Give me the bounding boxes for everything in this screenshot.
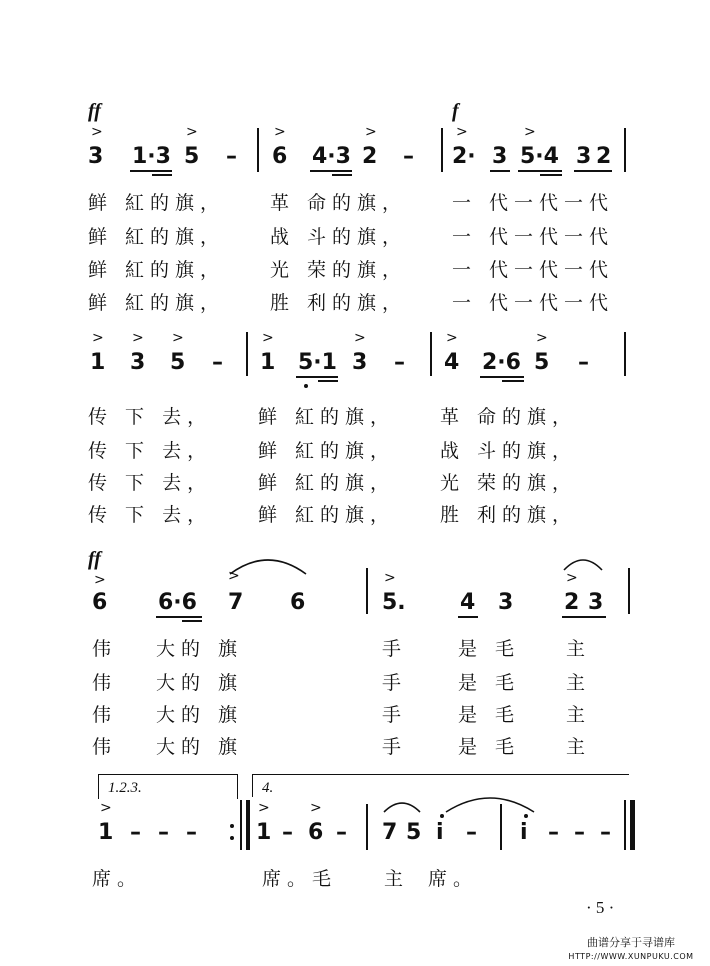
lyric: 席。毛 — [262, 868, 338, 890]
underline — [502, 380, 524, 382]
lyric: 战 斗的旗， — [440, 440, 578, 462]
accent-mark: > — [91, 124, 103, 140]
underline — [574, 170, 612, 172]
lyric: 传 下 去， — [88, 472, 213, 494]
note: – — [212, 350, 223, 375]
lyric: 传 下 去， — [88, 504, 213, 526]
note: 6 — [290, 590, 306, 615]
note: i — [520, 820, 528, 845]
underline — [152, 174, 172, 176]
accent-mark: > — [262, 330, 274, 346]
lyric: 主 — [566, 672, 592, 694]
underline — [490, 170, 510, 172]
slur — [382, 796, 422, 814]
lyric: 传 下 去， — [88, 440, 213, 462]
lyric: 大的 旗 — [156, 704, 244, 726]
note: 3 — [588, 590, 604, 615]
note: – — [574, 820, 585, 845]
lyric: 大的 旗 — [156, 638, 244, 660]
repeat-dot — [230, 824, 234, 828]
accent-mark: > — [228, 568, 240, 584]
note: 3 — [88, 144, 104, 169]
repeat-barline-thick — [246, 800, 250, 850]
note: 5·1 — [298, 350, 337, 375]
note: 2· — [452, 144, 476, 169]
lyric: 伟 — [92, 672, 118, 694]
lyric: 伟 — [92, 704, 118, 726]
lyric: 主 — [566, 736, 592, 758]
note: 4 — [444, 350, 460, 375]
lyric: 胜 利的旗， — [270, 292, 408, 314]
lyric: 革 命的旗， — [270, 192, 408, 214]
dynamic-marking: f — [452, 100, 459, 122]
barline — [430, 332, 432, 376]
note: 1 — [98, 820, 114, 845]
accent-mark: > — [310, 800, 322, 816]
note: i — [436, 820, 444, 845]
note: – — [403, 144, 414, 169]
underline — [156, 616, 202, 618]
barline — [624, 128, 626, 172]
accent-mark: > — [186, 124, 198, 140]
note: 4·3 — [312, 144, 351, 169]
accent-mark: > — [132, 330, 144, 346]
lyric: 鲜 紅的旗， — [258, 472, 396, 494]
barline — [628, 568, 630, 614]
lyric: 光 荣的旗， — [270, 259, 408, 281]
note: – — [186, 820, 197, 845]
watermark-title: 曲谱分享于寻谱库 — [587, 936, 675, 949]
accent-mark: > — [456, 124, 468, 140]
note: 3 — [130, 350, 146, 375]
note: 3 — [492, 144, 508, 169]
slur — [562, 552, 604, 572]
underline — [182, 620, 202, 622]
lyric: 主 — [566, 638, 592, 660]
accent-mark: > — [274, 124, 286, 140]
note: – — [578, 350, 589, 375]
note: – — [336, 820, 347, 845]
underline — [562, 616, 606, 618]
underline — [458, 616, 478, 618]
accent-mark: > — [524, 124, 536, 140]
note: 3 — [352, 350, 368, 375]
note: 7 — [228, 590, 244, 615]
accent-mark: > — [172, 330, 184, 346]
note: 3 — [498, 590, 514, 615]
lyric: 鲜 紅的旗， — [258, 504, 396, 526]
note: 5 — [184, 144, 200, 169]
second-ending-label: 4. — [262, 780, 274, 796]
note: – — [600, 820, 611, 845]
note: 1·3 — [132, 144, 171, 169]
barline — [500, 804, 502, 850]
lyric: 席。 — [428, 868, 479, 890]
barline — [257, 128, 259, 172]
note: – — [130, 820, 141, 845]
note: 6 — [272, 144, 288, 169]
lyric: 战 斗的旗， — [270, 226, 408, 248]
note: 5 — [534, 350, 550, 375]
tie — [444, 792, 536, 814]
note: – — [158, 820, 169, 845]
underline — [540, 174, 562, 176]
barline — [441, 128, 443, 172]
lyric: 革 命的旗， — [440, 406, 578, 428]
note: – — [226, 144, 237, 169]
lyric: 是 毛 — [458, 638, 521, 660]
lyric: 胜 利的旗， — [440, 504, 578, 526]
lyric: 大的 旗 — [156, 736, 244, 758]
watermark-url: HTTP://WWW.XUNPUKU.COM — [568, 952, 694, 961]
note: 5 — [406, 820, 422, 845]
lyric: 一 代一代一代 — [452, 292, 615, 314]
lyric: 是 毛 — [458, 672, 521, 694]
barline — [366, 804, 368, 850]
lyric: 主 — [566, 704, 592, 726]
watermark — [556, 936, 706, 964]
lyric: 主 — [384, 868, 410, 890]
note: 6·6 — [158, 590, 197, 615]
note: 4 — [460, 590, 476, 615]
underline — [310, 170, 352, 172]
note: 2·6 — [482, 350, 521, 375]
accent-mark: > — [384, 570, 396, 586]
repeat-dot — [230, 836, 234, 840]
second-ending-bracket — [252, 774, 629, 797]
low-octave-dot — [304, 384, 308, 388]
lyric: 是 毛 — [458, 704, 521, 726]
note: 1 — [256, 820, 272, 845]
lyric: 鲜 紅的旗， — [88, 226, 226, 248]
underline — [332, 174, 352, 176]
lyric: 手 — [382, 638, 408, 660]
accent-mark: > — [365, 124, 377, 140]
lyric: 伟 — [92, 638, 118, 660]
lyric: 伟 — [92, 736, 118, 758]
accent-mark: > — [92, 330, 104, 346]
note: 5 — [170, 350, 186, 375]
note: 7 — [382, 820, 398, 845]
lyric: 是 毛 — [458, 736, 521, 758]
lyric: 鲜 紅的旗， — [88, 192, 226, 214]
note: 1 — [260, 350, 276, 375]
note: – — [282, 820, 293, 845]
accent-mark: > — [100, 800, 112, 816]
underline — [318, 380, 338, 382]
repeat-barline — [240, 800, 242, 850]
note: 3 — [576, 144, 592, 169]
dynamic-marking: ff — [88, 548, 101, 570]
lyric: 光 荣的旗， — [440, 472, 578, 494]
note: 6 — [308, 820, 324, 845]
lyric: 席。 — [92, 868, 143, 890]
underline — [518, 170, 562, 172]
note: 6 — [92, 590, 108, 615]
lyric: 一 代一代一代 — [452, 259, 615, 281]
lyric: 鲜 紅的旗， — [258, 440, 396, 462]
accent-mark: > — [94, 572, 106, 588]
high-octave-dot — [524, 814, 528, 818]
accent-mark: > — [354, 330, 366, 346]
barline — [246, 332, 248, 376]
lyric: 手 — [382, 736, 408, 758]
note: 1 — [90, 350, 106, 375]
final-barline — [624, 800, 626, 850]
accent-mark: > — [566, 570, 578, 586]
barline — [624, 332, 626, 376]
lyric: 传 下 去， — [88, 406, 213, 428]
page-number: · 5 · — [586, 898, 615, 917]
accent-mark: > — [536, 330, 548, 346]
lyric: 鲜 紅的旗， — [88, 292, 226, 314]
accent-mark: > — [258, 800, 270, 816]
note: 2 — [564, 590, 580, 615]
note: 2 — [362, 144, 378, 169]
lyric: 鲜 紅的旗， — [88, 259, 226, 281]
note: 5·4 — [520, 144, 559, 169]
note: – — [548, 820, 559, 845]
lyric: 手 — [382, 704, 408, 726]
lyric: 手 — [382, 672, 408, 694]
lyric: 一 代一代一代 — [452, 226, 615, 248]
note: 2 — [596, 144, 612, 169]
final-barline-thick — [630, 800, 635, 850]
underline — [296, 376, 338, 378]
accent-mark: > — [446, 330, 458, 346]
dynamic-marking: ff — [88, 100, 101, 122]
lyric: 鲜 紅的旗， — [258, 406, 396, 428]
barline — [366, 568, 368, 614]
lyric: 大的 旗 — [156, 672, 244, 694]
underline — [480, 376, 524, 378]
first-ending-label: 1.2.3. — [108, 780, 142, 796]
lyric: 一 代一代一代 — [452, 192, 615, 214]
underline — [130, 170, 172, 172]
note: 5. — [382, 590, 406, 615]
note: – — [394, 350, 405, 375]
note: – — [466, 820, 477, 845]
high-octave-dot — [440, 814, 444, 818]
slur — [228, 552, 308, 576]
